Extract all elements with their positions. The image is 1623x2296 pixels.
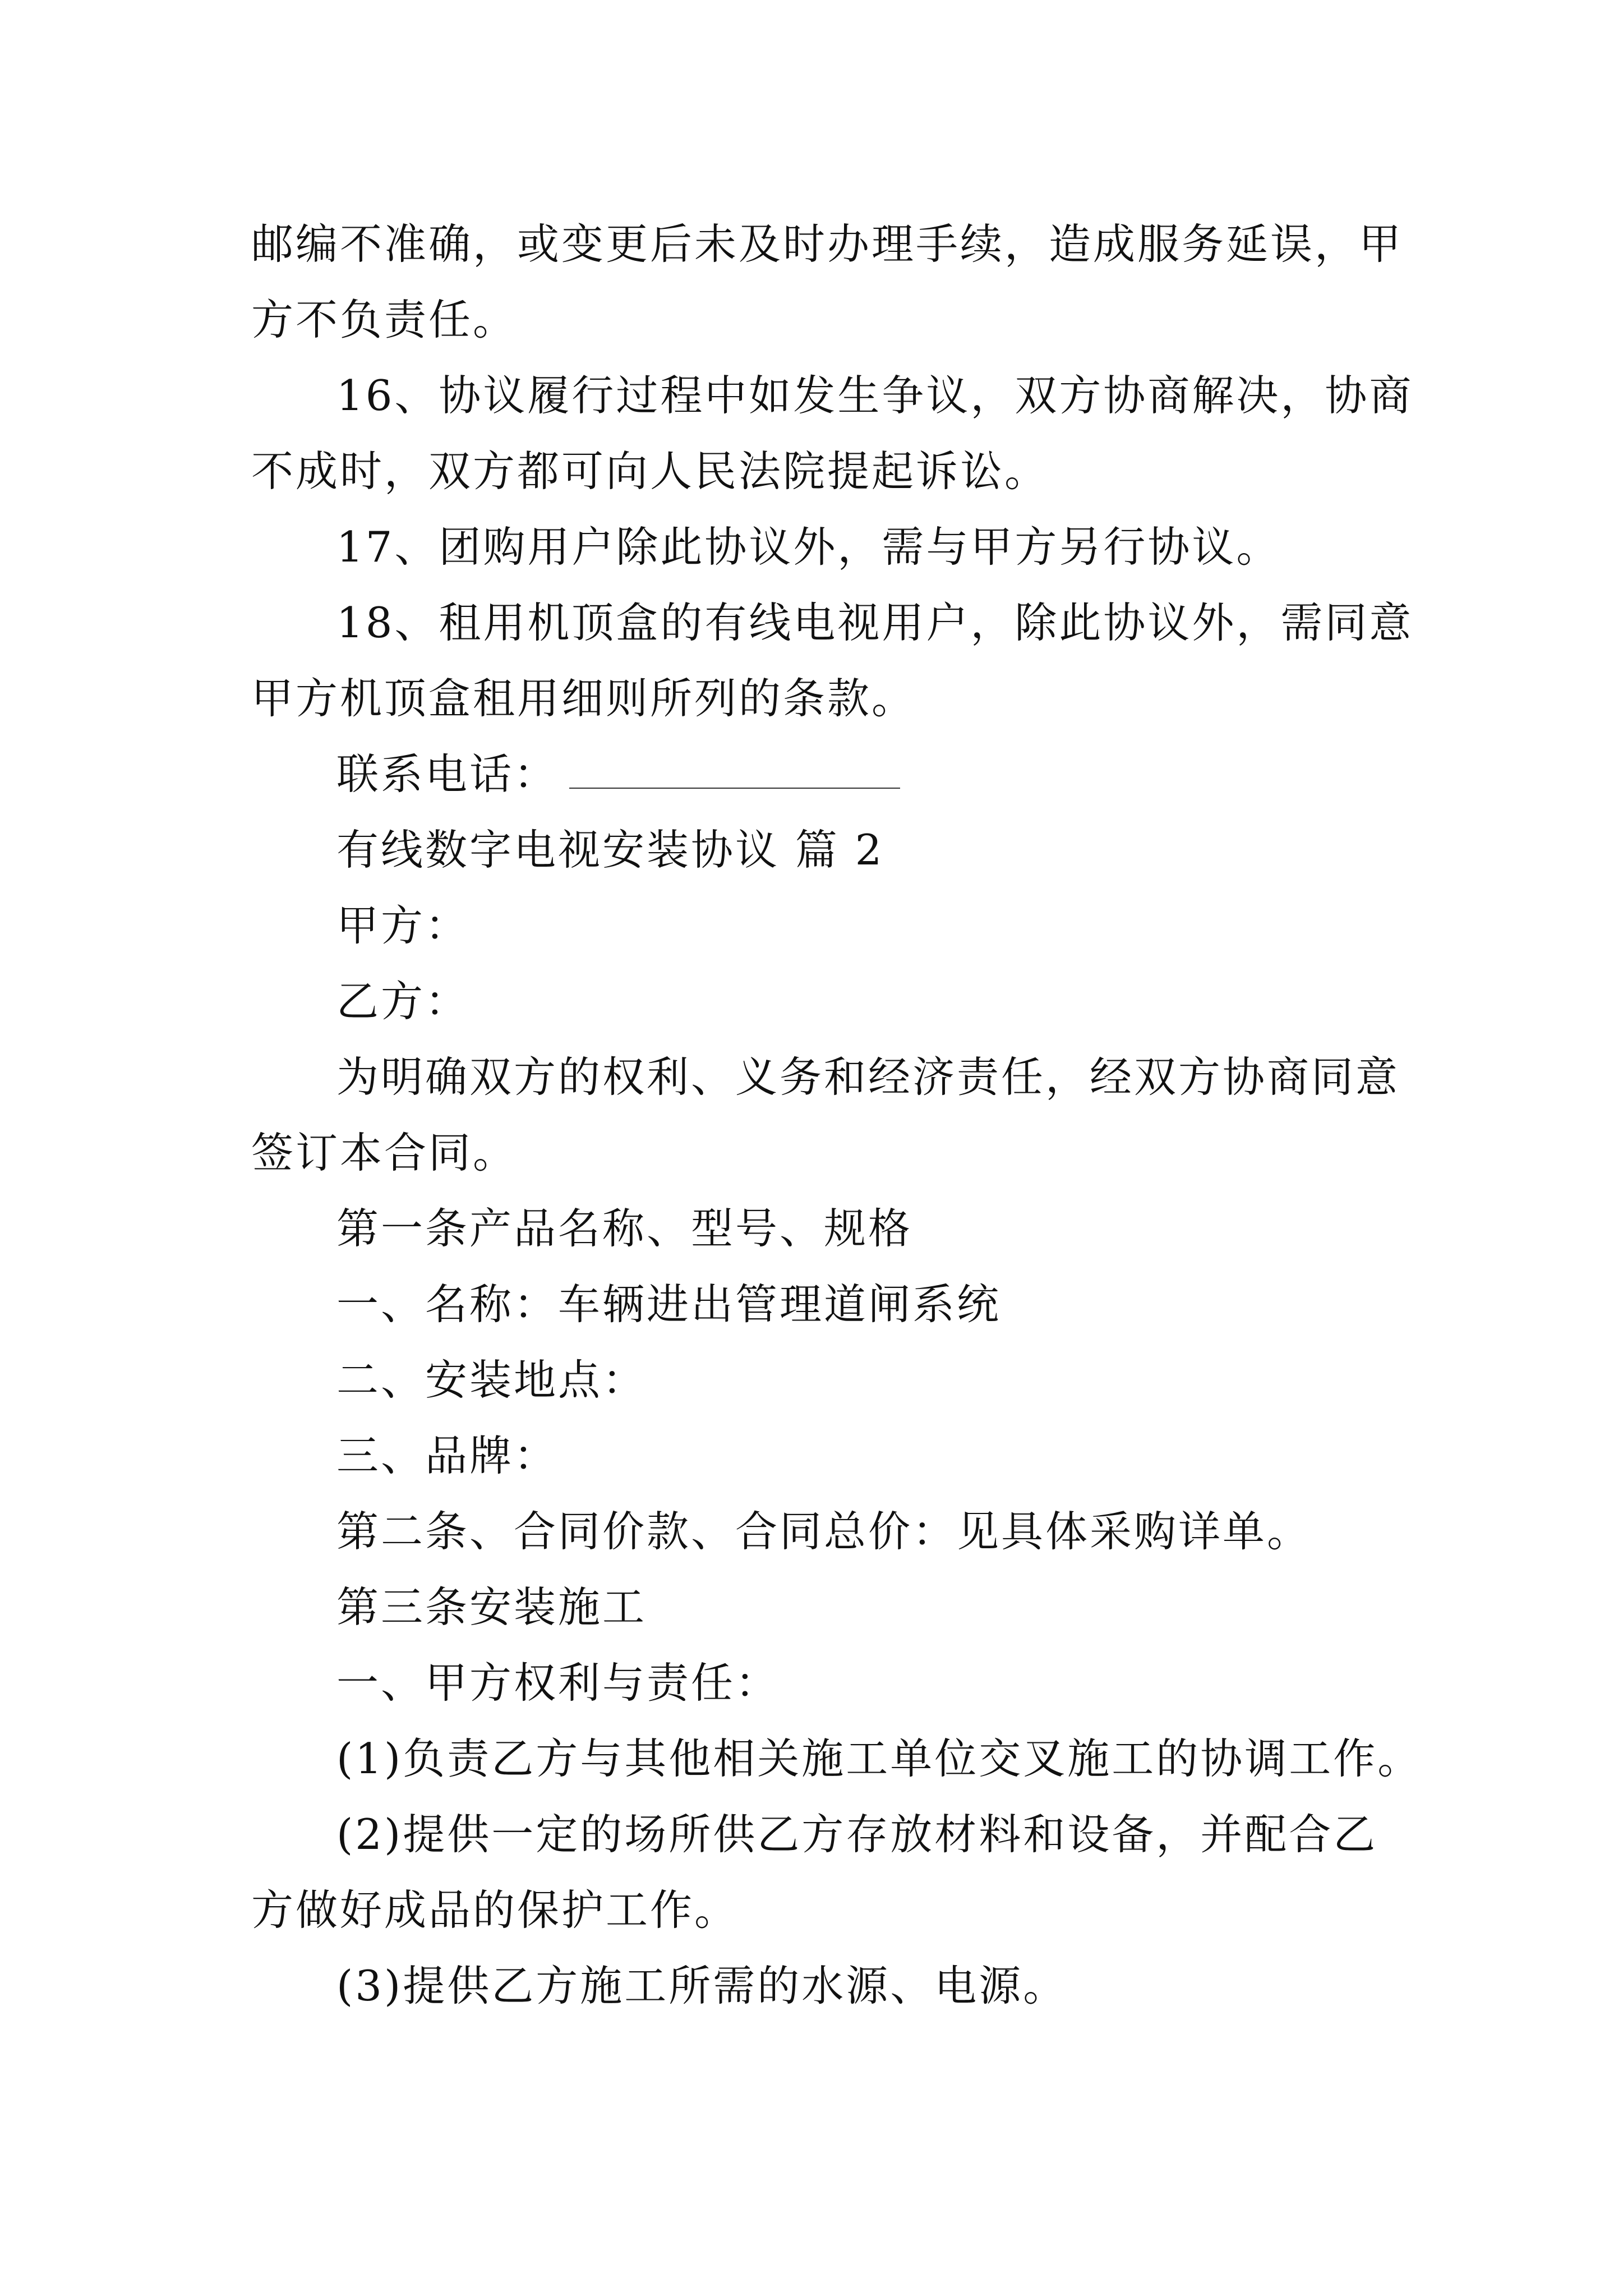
text-line: 甲方： — [336, 901, 470, 950]
text-line: 三、品牌： — [336, 1431, 559, 1480]
text-line: (3)提供乙方施工所需的水源、电源。 — [336, 1961, 1068, 2010]
text-line: 乙方： — [336, 977, 470, 1026]
text-line: 签订本合同。 — [251, 1128, 518, 1177]
text-line: 第一条产品名称、型号、规格 — [336, 1204, 913, 1253]
section-title: 有线数字电视安装协议 篇 2 — [336, 825, 884, 875]
text-line: 邮编不准确，或变更后未及时办理手续，造成服务延误，甲 — [251, 219, 1404, 269]
text-line: (2)提供一定的场所供乙方存放材料和设备，并配合乙 — [336, 1810, 1378, 1859]
text-line: 18、租用机顶盒的有线电视用户，除此协议外，需同意 — [336, 598, 1414, 647]
contact-phone-blank — [569, 748, 900, 789]
text-line: 第三条安装施工 — [336, 1582, 647, 1632]
text-line: 第二条、合同价款、合同总价：见具体采购详单。 — [336, 1507, 1312, 1556]
text-line: 甲方机顶盒租用细则所列的条款。 — [251, 674, 916, 723]
text-line: 一、名称：车辆进出管理道闸系统 — [336, 1280, 1002, 1329]
text-line: 一、甲方权利与责任： — [336, 1658, 780, 1708]
text-line: 方做好成品的保护工作。 — [251, 1885, 739, 1935]
text-line: 为明确双方的权利、义务和经济责任，经双方协商同意 — [336, 1052, 1400, 1102]
text-line: 方不负责任。 — [251, 295, 518, 344]
text-line: 不成时，双方都可向人民法院提起诉讼。 — [251, 447, 1049, 496]
text-line: 17、团购用户除此协议外，需与甲方另行协议。 — [336, 522, 1281, 572]
contact-phone-line — [336, 746, 900, 802]
text-line: 二、安装地点： — [336, 1355, 647, 1405]
text-line: (1)负责乙方与其他相关施工单位交叉施工的协调工作。 — [336, 1734, 1422, 1783]
contact-phone-label: 联系电话： — [336, 749, 559, 799]
text-line: 16、协议履行过程中如发生争议，双方协商解决，协商 — [336, 371, 1414, 420]
